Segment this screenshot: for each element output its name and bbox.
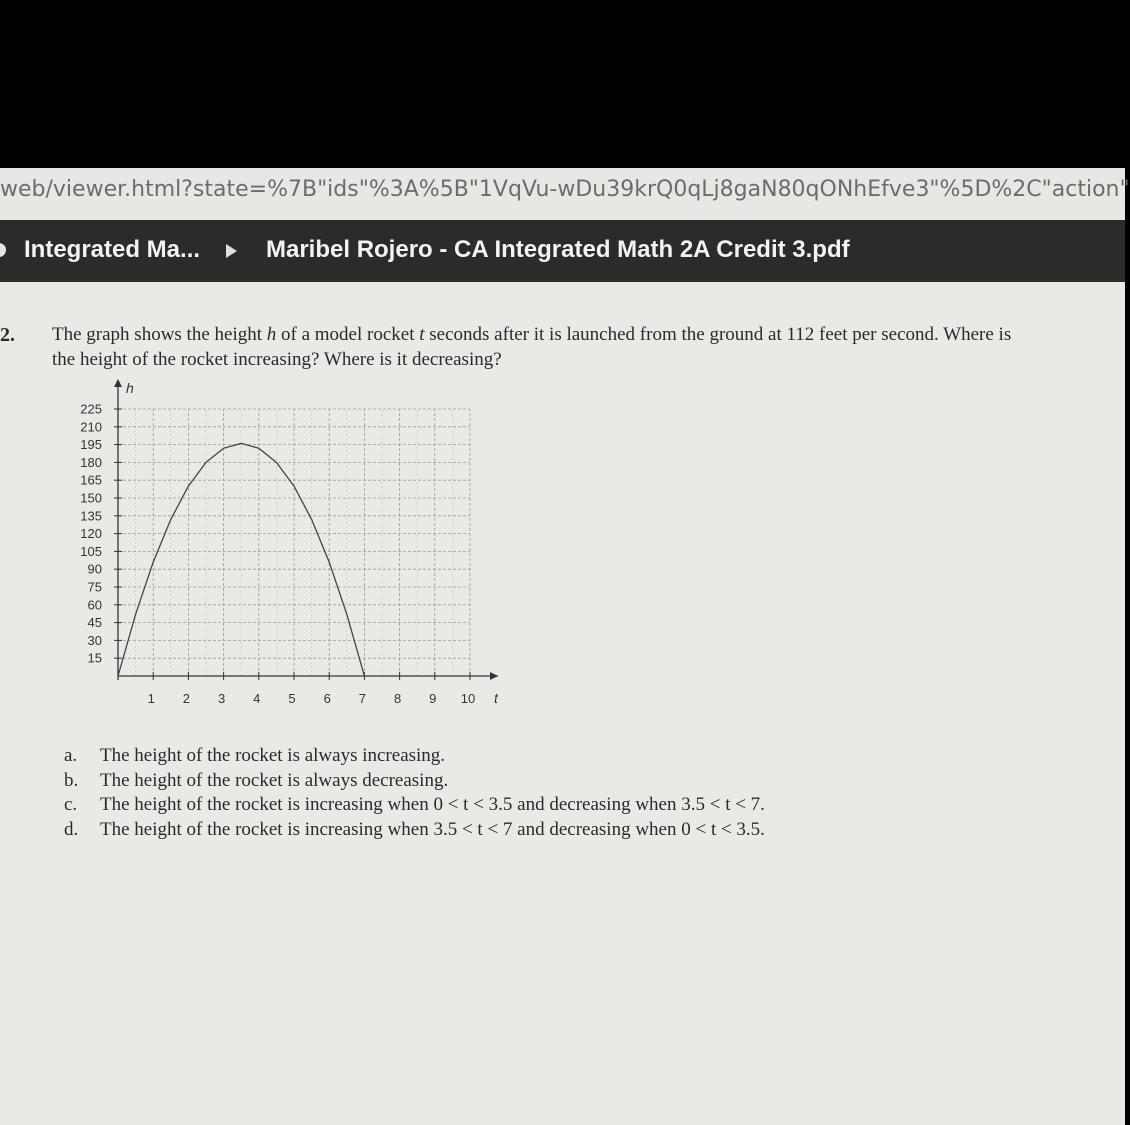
x-tick-label: 1 (147, 691, 155, 706)
x-tick-label: 5 (288, 691, 296, 706)
y-tick-label: 165 (80, 472, 102, 488)
y-tick-label: 135 (80, 508, 102, 524)
x-tick-label: 2 (182, 691, 191, 706)
x-tick-label: 9 (429, 691, 437, 706)
chevron-right-icon (226, 244, 237, 258)
y-axis-label: h (126, 380, 134, 396)
axes (114, 379, 498, 680)
back-icon[interactable] (0, 243, 6, 257)
y-tick-label: 45 (87, 615, 102, 631)
question-number: 2. (0, 324, 15, 346)
rocket-height-graph (60, 380, 520, 732)
y-tick-label: 225 (80, 401, 102, 417)
x-tick-label: 4 (253, 691, 261, 706)
y-tick-label: 60 (87, 597, 102, 613)
x-axis-label: t (494, 690, 498, 706)
y-tick-label: 105 (80, 543, 102, 559)
url-text[interactable]: web/viewer.html?state=%7B"ids"%3A%5B"1VqVu-wDu39krQ0qLj8gaN80qONhEfve3"%5D%2C"action" (0, 177, 1130, 202)
x-tick-label: 10 (460, 691, 476, 706)
y-tick-label: 150 (80, 490, 102, 506)
y-tick-label: 30 (87, 632, 102, 648)
x-tick-label: 7 (358, 691, 367, 706)
grid-lines (118, 409, 470, 676)
y-tick-label: 90 (87, 561, 102, 577)
address-bar[interactable] (0, 168, 1130, 220)
x-tick-label: 3 (217, 691, 226, 706)
x-tick-label: 6 (323, 691, 331, 706)
x-axis-arrow (490, 672, 498, 680)
question-text: The graph shows the height h of a model rocket t seconds after it is launched from the ground at 112 feet per second. Where is the height of the rocket increasing? Where is it decreasing? (52, 324, 1012, 370)
y-tick-label: 120 (80, 526, 102, 542)
breadcrumb-folder[interactable]: Integrated Ma... (24, 236, 201, 263)
x-tick-label: 8 (393, 691, 402, 706)
y-axis-arrow (114, 379, 122, 387)
y-tick-label: 75 (87, 579, 102, 595)
y-tick-label: 210 (80, 419, 102, 435)
screen-bezel (0, 0, 1125, 168)
tick-labels (80, 380, 499, 706)
document-title: Maribel Rojero - CA Integrated Math 2A Credit 3.pdf (266, 236, 850, 263)
y-tick-label: 180 (80, 454, 102, 470)
pdf-page: 2. The graph shows the height h of a model rocket t seconds after it is launched from the ground at 112 feet per second. Where is the height of the rocket increasing? Where is it decreasing? 1 2 3 4 5 6 7 8 9 10 15 30 45 60 75 90 105 120 135 150 165 180 195 210 225 t h a. The height of the rocket is always increasing. b. The height of the rocket is always decreasing. c. The height of the rocket is increasing when 0 < t < 3.5 and decreasing when 3.5 < t < 7. d. The height of the rocket is increasing when 3.5 < t < 7 and decreasing when 0 < t < 3.5. (0, 282, 1125, 1125)
viewer-toolbar (0, 220, 1125, 282)
y-tick-label: 195 (80, 437, 102, 453)
y-tick-label: 15 (87, 650, 102, 666)
